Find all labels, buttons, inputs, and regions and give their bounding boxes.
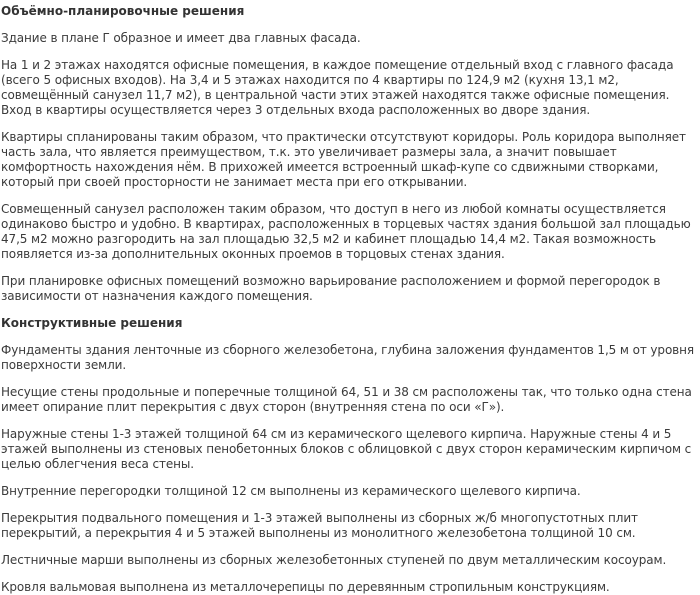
paragraph: Перекрытия подвального помещения и 1-3 этажей выполнены из сборных ж/б многопустотных плит перекрытий, а перекрытия 4 и 5 этажей выполнены из монолитного железобетона толщиной 10 см. [1, 511, 638, 540]
paragraph: Несущие стены продольные и поперечные толщиной 64, 51 и 38 см расположены так, что только одна стена имеет опирание плит перекрытия с двух сторон (внутренняя стена по оси «Г»). [1, 385, 692, 414]
paragraph: Наружные стены 1-3 этажей толщиной 64 см из керамического щелевого кирпича. Наружные стены 4 и 5 этажей выполнены из стеновых пенобетонных блоков с облицовкой с двух сторон керамическим кирпичом с целью облегчения веса стены. [1, 427, 692, 471]
paragraph: Кровля вальмовая выполнена из металлочерепицы по деревянным стропильным конструкциям. [1, 580, 610, 594]
paragraph: На 1 и 2 этажах находятся офисные помещения, в каждое помещение отдельный вход с главного фасада (всего 5 офисных входов). На 3,4 и 5 этажах находится по 4 квартиры по 124,9 м2 (кухня 13,1 м2, совмещённый санузел 11,7 м2), в центральной части этих этажей находятся также офисные помещения. Вход в квартиры осуществляется через 3 отдельных входа расположенных во дворе здания. [1, 58, 674, 117]
paragraph: При планировке офисных помещений возможно варьирование расположением и формой перегородок в зависимости от назначения каждого помещения. [1, 274, 661, 303]
paragraph: Совмещенный санузел расположен таким образом, что доступ в него из любой комнаты осуществляется одинаково быстро и удобно. В квартирах, расположенных в торцевых частях здания большой зал площадью 47,5 м2 можно разгородить на зал площадью 32,5 м2 и кабинет площадью 14,4 м2. Такая возможность появляется из-за дополнительных оконных проемов в торцовых стенах здания. [1, 202, 691, 261]
section-heading: Конструктивные решения [1, 316, 183, 330]
paragraph: Квартиры спланированы таким образом, что практически отсутствуют коридоры. Роль коридора выполняет часть зала, что является преимуществом, т.к. это увеличивает размеры зала, а значит повышает комфортность нахождения нём. В прихожей имеется встроенный шкаф-купе со сдвижными створками, который при своей просторности не занимает места при его открывании. [1, 130, 686, 189]
paragraph: Фундаменты здания ленточные из сборного железобетона, глубина заложения фундаментов 1,5 м от уровня поверхности земли. [1, 343, 695, 372]
paragraph: Здание в плане Г образное и имеет два главных фасада. [1, 31, 361, 45]
section-structural [1, 316, 700, 595]
section-space-planning [1, 4, 700, 304]
section-heading: Объёмно-планировочные решения [1, 4, 245, 18]
paragraph: Внутренние перегородки толщиной 12 см выполнены из керамического щелевого кирпича. [1, 484, 581, 498]
paragraph: Лестничные марши выполнены из сборных железобетонных ступеней по двум металлическим косоурам. [1, 553, 667, 567]
